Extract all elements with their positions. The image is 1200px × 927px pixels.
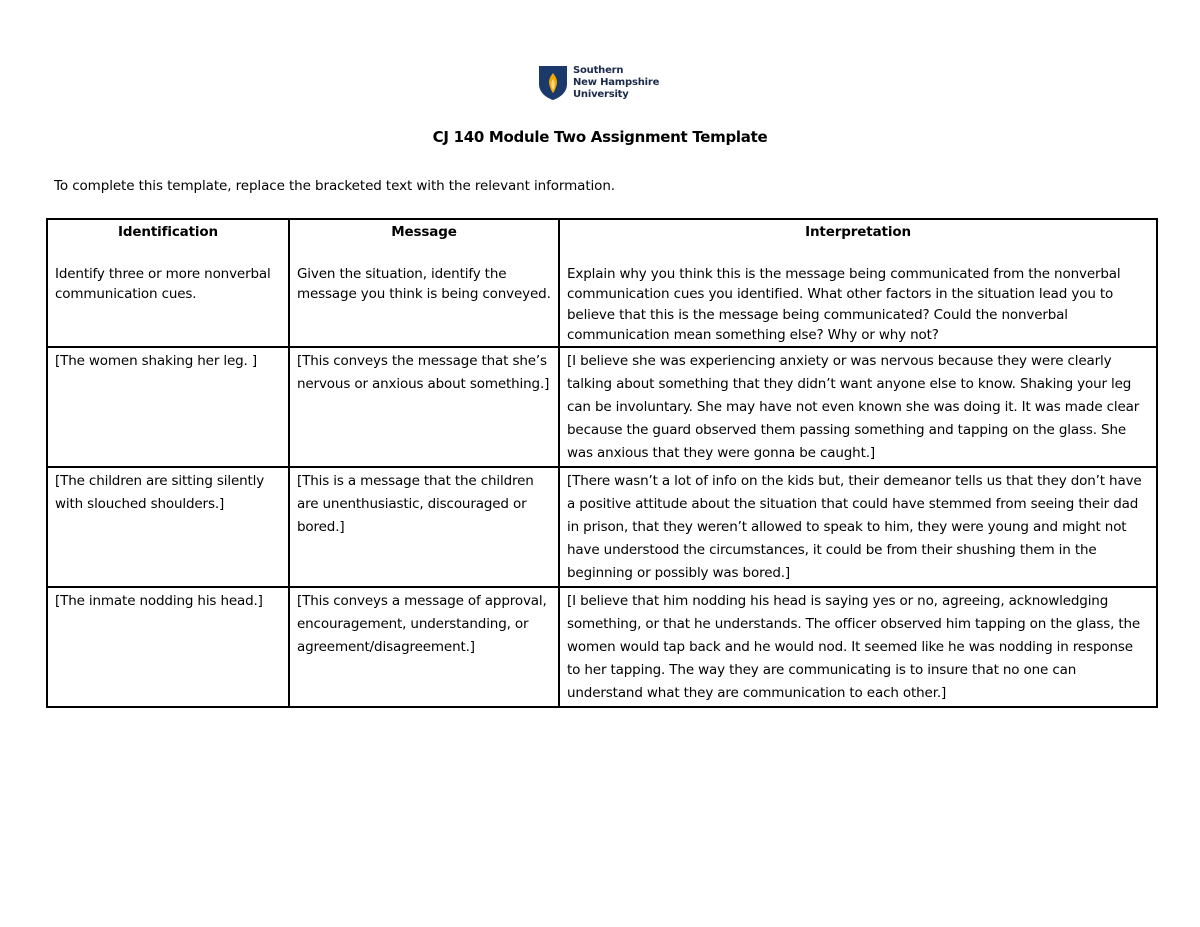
cell-message: [This is a message that the children are unenthusiastic, discouraged or bored.] [289,467,559,587]
table-header-row [47,219,1157,347]
logo-line-1: Southern [573,65,624,76]
table-row [47,587,1157,707]
cell-interpretation: [There wasn’t a lot of info on the kids but, their demeanor tells us that they don’t have a positive attitude about the situation that could have stemmed from seeing their dad in prison, that they weren’t allowed to speak to him, they were young and might not have understood the circumstances, it could be from their shushing them in the beginning or possibly was bored.] [559,467,1157,587]
table-row [47,347,1157,467]
cell-identification: [The inmate nodding his head.] [47,587,289,707]
logo-wordmark [573,65,659,101]
cell-interpretation: [I believe that him nodding his head is saying yes or no, agreeing, acknowledging something, or that he understands. The officer observed him tapping on the glass, the women would tap back and he would nod. It seemed like he was nodding in response to her tapping. The way they are communicating is to insure that no one can understand what they are communication to each other.] [559,587,1157,707]
header-description: Identify three or more nonverbal communication cues. [55,265,271,302]
header-label: Identification [117,224,218,240]
shield-flame-icon [538,65,568,101]
cell-identification: [The children are sitting silently with slouched shoulders.] [47,467,289,587]
cell-identification: [The women shaking her leg. ] [47,347,289,467]
cell-message: [This conveys a message of approval, encouragement, understanding, or agreement/disagreement.] [289,587,559,707]
header-label: Message [391,224,457,240]
cell-interpretation: [I believe she was experiencing anxiety or was nervous because they were clearly talking about something that they didn’t want anyone else to know. Shaking your leg can be involuntary. She may have not even known she was doing it. It was made clear because the guard observed them passing something and tapping on the glass. She was anxious that they were gonna be caught.] [559,347,1157,467]
logo-line-3: University [573,89,629,100]
header-cell-interpretation [559,219,1157,347]
cell-message: [This conveys the message that she’s nervous or anxious about something.] [289,347,559,467]
assignment-table [46,218,1158,708]
header-description: Explain why you think this is the message being communicated from the nonverbal communication cues you identified. What other factors in the situation lead you to believe that this is the message being communicated? Could the nonverbal communication mean something else? Why or why not? [567,265,1121,343]
header-cell-message [289,219,559,347]
university-logo [538,64,678,104]
header-cell-identification [47,219,289,347]
page-title: CJ 140 Module Two Assignment Template [432,128,768,146]
logo-line-2: New Hampshire [573,77,660,88]
table-row [47,467,1157,587]
header-description: Given the situation, identify the message you think is being conveyed. [297,265,551,302]
instructions-text: To complete this template, replace the bracketed text with the relevant information. [54,178,615,194]
header-label: Interpretation [805,224,911,240]
